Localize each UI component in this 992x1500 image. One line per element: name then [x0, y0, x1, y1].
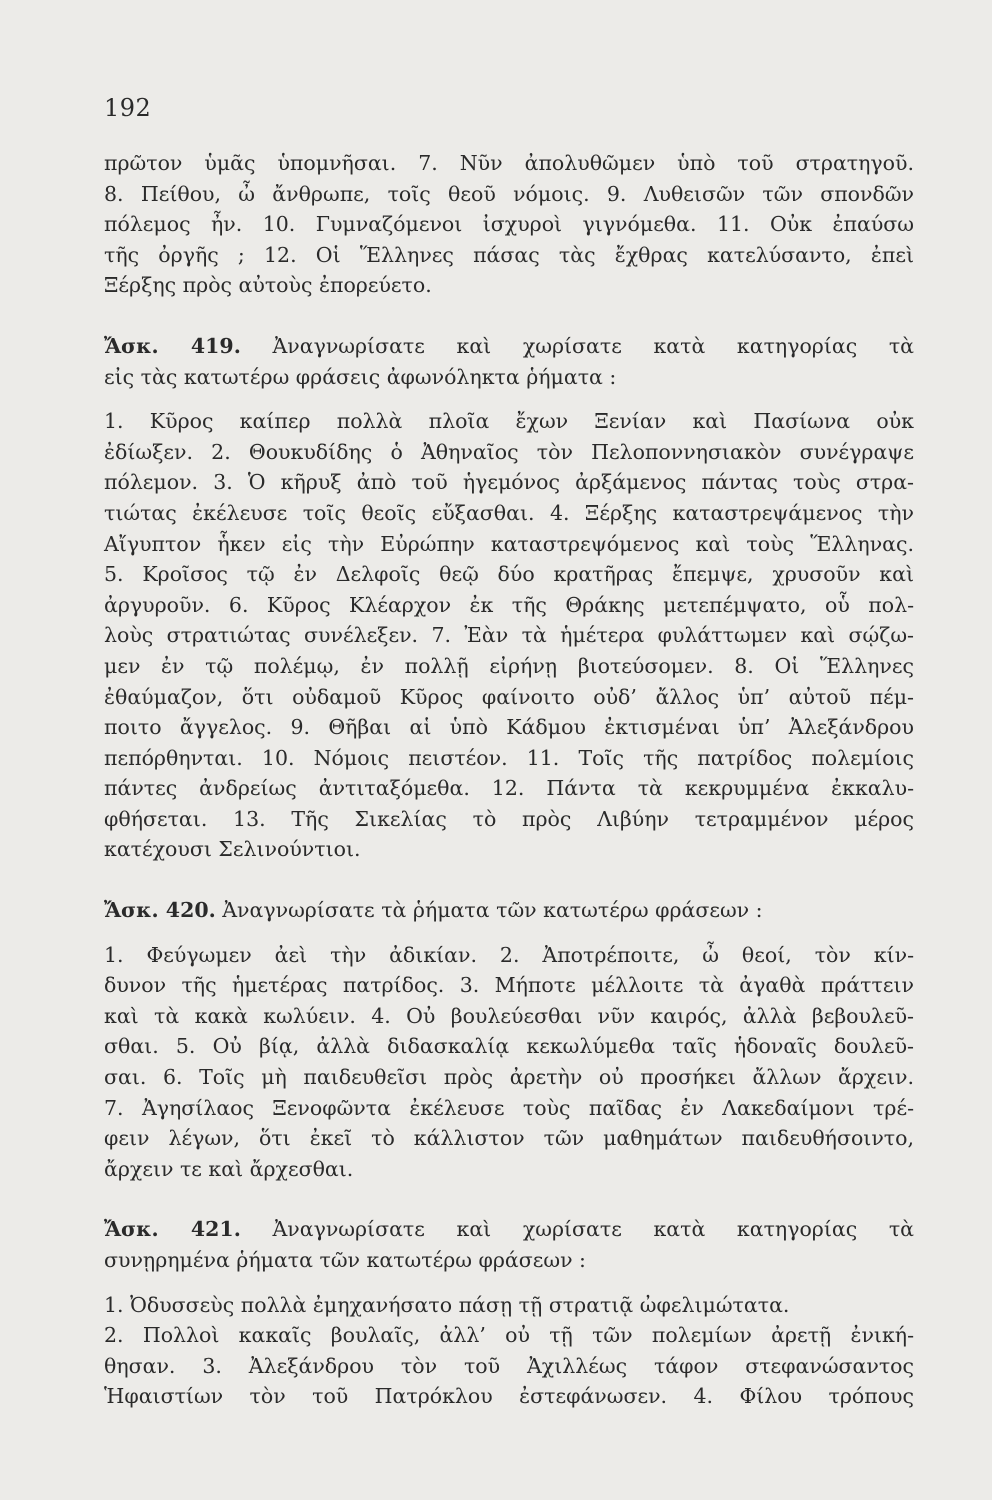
text-line: Αἴγυπτον ἧκεν εἰς τὴν Εὐρώπην καταστρεψόμενος καὶ τοὺς Ἕλληνας. — [104, 531, 914, 556]
text-line: Ξέρξης πρὸς αὐτοὺς ἐπορεύετο. — [104, 273, 432, 298]
text-line: μεν ἐν τῷ πολέμῳ, ἐν πολλῇ εἰρήνῃ βιοτεύσομεν. 8. Οἱ Ἕλληνες — [104, 653, 914, 678]
text-line: 7. Ἀγησίλαος Ξενοφῶντα ἐκέλευσε τοὺς παῖδας ἐν Λακεδαίμονι τρέ- — [104, 1095, 914, 1120]
exercise-421 — [104, 1214, 914, 1412]
exercise-heading-text: Ἀναγνωρίσατε τὰ ῥήματα τῶν κατωτέρω φράσεων : — [215, 898, 763, 923]
exercise-419 — [104, 331, 914, 865]
exercise-heading-line2: συνῃρημένα ῥήματα τῶν κατωτέρω φράσεων : — [104, 1248, 586, 1272]
text-line: πρῶτον ὑμᾶς ὑπομνῆσαι. 7. Νῦν ἀπολυθῶμεν ὑπὸ τοῦ στρατηγοῦ. — [104, 151, 914, 175]
exercise-label: Ἄσκ. 421. — [104, 1217, 241, 1242]
text-line: πεπόρθηνται. 10. Νόμοις πειστέον. 11. Τοῖς τῆς πατρίδος πολεμίοις — [104, 745, 914, 770]
text-line: πάντες ἀνδρείως ἀντιταξόμεθα. 12. Πάντα τὰ κεκρυμμένα ἐκκαλυ- — [104, 776, 914, 801]
text-line: 1. Ὀδυσσεὺς πολλὰ ἐμηχανήσατο πάσῃ τῇ στρατιᾷ ὠφελιμώτατα. — [104, 1292, 790, 1317]
text-line: ποιτο ἄγγελος. 9. Θῆβαι αἱ ὑπὸ Κάδμου ἐκτισμέναι ὑπ’ Ἀλεξάνδρου — [104, 715, 914, 740]
text-line: Ἡφαιστίων τὸν τοῦ Πατρόκλου ἐστεφάνωσεν. 4. Φίλου τρόπους — [104, 1384, 914, 1409]
exercise-heading-text: Ἀναγνωρίσατε καὶ χωρίσατε κατὰ κατηγορίας τὰ — [240, 333, 915, 358]
text-line: 5. Κροῖσος τῷ ἐν Δελφοῖς θεῷ δύο κρατῆρας ἔπεμψε, χρυσοῦν καὶ — [104, 562, 914, 587]
text-line: κατέχουσι Σελινούντιοι. — [104, 837, 361, 862]
text-line: τῆς ὀργῆς ; 12. Οἱ Ἕλληνες πάσας τὰς ἔχθρας κατελύσαντο, ἐπεὶ — [104, 242, 914, 267]
page-number: 192 — [104, 94, 152, 122]
text-line: δυνον τῆς ἡμετέρας πατρίδος. 3. Μήποτε μέλλοιτε τὰ ἀγαθὰ πράττειν — [104, 973, 914, 998]
exercise-heading — [104, 1214, 914, 1245]
text-line: καὶ τὰ κακὰ κωλύειν. 4. Οὐ βουλεύεσθαι νῦν καιρός, ἀλλὰ βεβουλεῦ- — [104, 1003, 914, 1028]
exercise-label: Ἄσκ. 420. — [104, 898, 216, 923]
text-line: ἐθαύμαζον, ὅτι οὐδαμοῦ Κῦρος φαίνοιτο οὐδ’ ἄλλος ὑπ’ αὐτοῦ πέμ- — [104, 684, 914, 709]
text-line: 8. Πείθου, ὦ ἄνθρωπε, τοῖς θεοῦ νόμοις. 9. Λυθεισῶν τῶν σπονδῶν — [104, 181, 914, 206]
exercise-420 — [104, 895, 914, 1184]
text-line: λοὺς στρατιώτας συνέλεξεν. 7. Ἐὰν τὰ ἡμέτερα φυλάττωμεν καὶ σῴζω- — [104, 623, 914, 648]
exercise-heading — [104, 331, 914, 362]
text-line: πόλεμον. 3. Ὁ κῆρυξ ἀπὸ τοῦ ἡγεμόνος ἀρξάμενος πάντας τοὺς στρα- — [104, 470, 914, 495]
text-line: τιώτας ἐκέλευσε τοῖς θεοῖς εὔξασθαι. 4. Ξέρξης καταστρεψάμενος τὴν — [104, 500, 914, 525]
exercise-heading — [104, 895, 914, 926]
text-line: 2. Πολλοὶ κακαῖς βουλαῖς, ἀλλ’ οὐ τῇ τῶν πολεμίων ἀρετῇ ἐνική- — [104, 1323, 914, 1348]
text-line: 1. Φεύγωμεν ἀεὶ τὴν ἀδικίαν. 2. Ἀποτρέποιτε, ὦ θεοί, τὸν κίν- — [104, 942, 914, 967]
text-line: φθήσεται. 13. Τῆς Σικελίας τὸ πρὸς Λιβύην τετραμμένον μέρος — [104, 806, 914, 831]
text-line: ἄρχειν τε καὶ ἄρχεσθαι. — [104, 1156, 354, 1181]
exercise-heading-line2: εἰς τὰς κατωτέρω φράσεις ἀφωνόληκτα ῥήματα : — [104, 364, 617, 389]
text-line: θησαν. 3. Ἀλεξάνδρου τὸν τοῦ Ἀχιλλέως τάφον στεφανώσαντος — [104, 1353, 914, 1378]
text-line: ἀργυροῦν. 6. Κῦρος Κλέαρχον ἐκ τῆς Θράκης μετεπέμψατο, οὗ πολ- — [104, 592, 914, 617]
exercise-heading-text: Ἀναγνωρίσατε καὶ χωρίσατε κατὰ κατηγορίας τὰ — [240, 1217, 915, 1242]
text-line: πόλεμος ἦν. 10. Γυμναζόμενοι ἰσχυροὶ γιγνόμεθα. 11. Οὐκ ἐπαύσω — [104, 212, 914, 237]
text-line: σαι. 6. Τοῖς μὴ παιδευθεῖσι πρὸς ἀρετὴν οὐ προσήκει ἄλλων ἄρχειν. — [104, 1065, 914, 1090]
text-line: φειν λέγων, ὅτι ἐκεῖ τὸ κάλλιστον τῶν μαθημάτων παιδευθήσοιντο, — [104, 1126, 914, 1151]
page-body — [104, 148, 914, 1412]
intro-paragraph — [104, 148, 914, 301]
text-line: σθαι. 5. Οὐ βίᾳ, ἀλλὰ διδασκαλίᾳ κεκωλύμεθα ταῖς ἡδοναῖς δουλεῦ- — [104, 1034, 914, 1059]
text-line: ἐδίωξεν. 2. Θουκυδίδης ὁ Ἀθηναῖος τὸν Πελοποννησιακὸν συνέγραψε — [104, 439, 914, 464]
text-line: 1. Κῦρος καίπερ πολλὰ πλοῖα ἔχων Ξενίαν καὶ Πασίωνα οὐκ — [104, 409, 914, 434]
exercise-label: Ἄσκ. 419. — [104, 333, 241, 358]
